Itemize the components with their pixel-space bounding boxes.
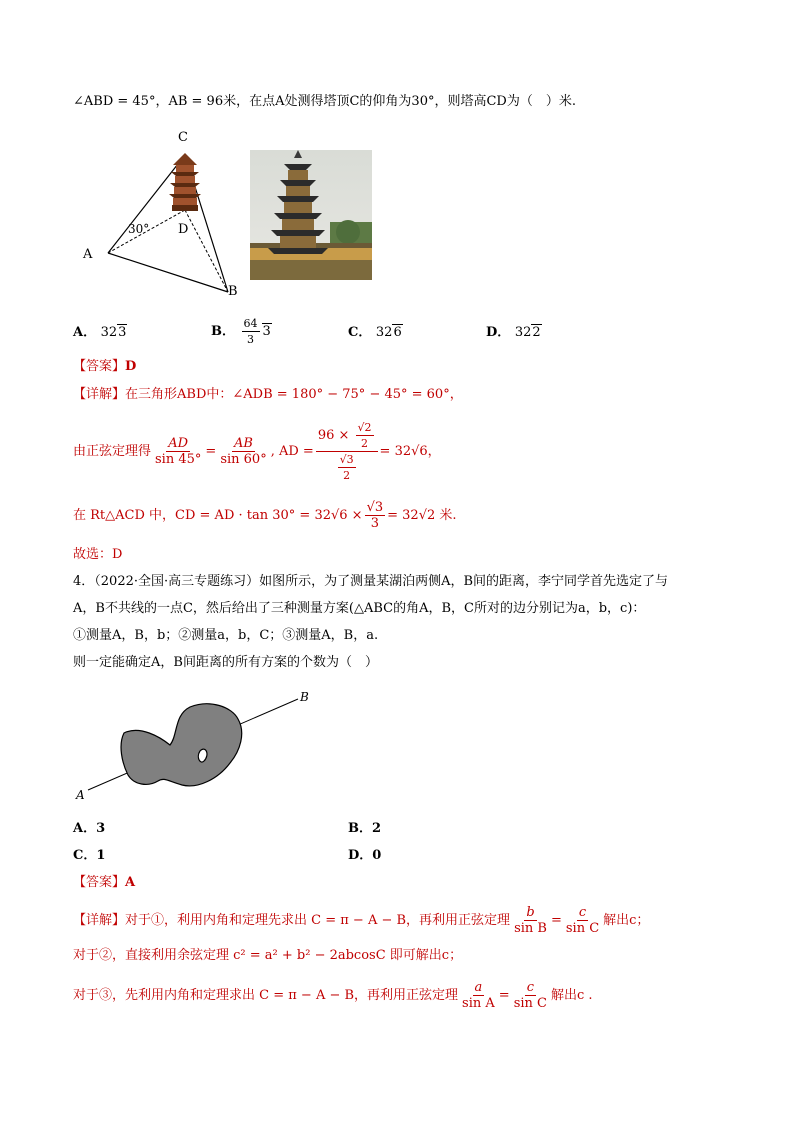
q4-lake-figure	[70, 685, 330, 810]
q3-option-a: A． 323	[73, 325, 127, 340]
pagoda-icon	[169, 153, 201, 211]
q3-answer: 【答案】D	[73, 359, 137, 374]
q3-detail-2: 由正弦定理得 $\frac{AD}{\sin 45^\circ}$ = $\frac{AB}{\sin 60^\circ}$ , AD = 96 × $\frac{√2}{2}$ $\frac{√3}{2}$ = 32√6，	[73, 421, 441, 482]
lake-shape	[121, 704, 242, 786]
q3-detail-3: 在 Rt△ACD 中，CD = AD · tan 30° = 32√6 × $\frac{√3}{3}$ = 32√2 米.	[73, 500, 457, 531]
label-A: A	[76, 788, 85, 802]
label-A: A	[83, 247, 93, 262]
q3-option-d: D． 322	[486, 325, 541, 340]
q4-option-c: C．1	[73, 848, 106, 863]
label-B: B	[300, 690, 309, 704]
q3-triangle-figure	[78, 125, 248, 300]
q3-choice: 故选：D	[73, 547, 123, 562]
q4-detail-3: 对于③，先利用内角和定理求出 C = π − A − B，再利用正弦定理 $\frac{a}{\text{sin A}}$ = $\frac{c}{\text{sin C}}$ 解出c .	[73, 980, 593, 1011]
q4-detail-1: 【详解】 对于①，利用内角和定理先求出 C = π − A − B，再利用正弦定理 $\frac{b}{\text{sin B}}$ = $\frac{c}{\text{sin C}}$ 解出c；	[73, 905, 650, 936]
q4-detail-2: 对于②，直接利用余弦定理 c² = a² + b² − 2abcosC 即可解出c；	[73, 948, 463, 963]
q3-option-c: C． 326	[348, 325, 402, 340]
label-angle: 30°	[128, 222, 150, 236]
q4-stem-4: 则一定能确定A，B间距离的所有方案的个数为（ ）	[73, 655, 378, 670]
q3-detail-1: 【详解】在三角形ABD中：∠ADB = 180° − 75° − 45° = 60°，	[73, 387, 463, 402]
q4-stem-2: A，B不共线的一点C，然后给出了三种测量方案(△ABC的角A，B，C所对的边分别记为a，b，c)：	[73, 601, 646, 616]
label-B: B	[228, 284, 238, 299]
q4-answer: 【答案】A	[73, 875, 136, 890]
q4-option-d: D．0	[348, 848, 382, 863]
pagoda-photo	[250, 150, 372, 280]
q4-option-b: B．2	[348, 821, 382, 836]
q3-stem: ∠ABD = 45°，AB = 96米，在点A处测得塔顶C的仰角为30°，则塔高CD为（ ）米.	[73, 94, 576, 109]
q4-stem-1: 4．（2022·全国·高三专题练习）如图所示，为了测量某湖泊两侧A，B间的距离，李宁同学首先选定了与	[73, 574, 669, 589]
q4-option-a: A．3	[73, 821, 106, 836]
q3-option-b: B． $\frac{64}{3}$ 3	[211, 317, 271, 346]
q4-stem-3: ①测量A，B，b；②测量a，b，C；③测量A，B，a.	[73, 628, 379, 643]
label-C: C	[178, 130, 188, 145]
label-D: D	[178, 222, 189, 237]
